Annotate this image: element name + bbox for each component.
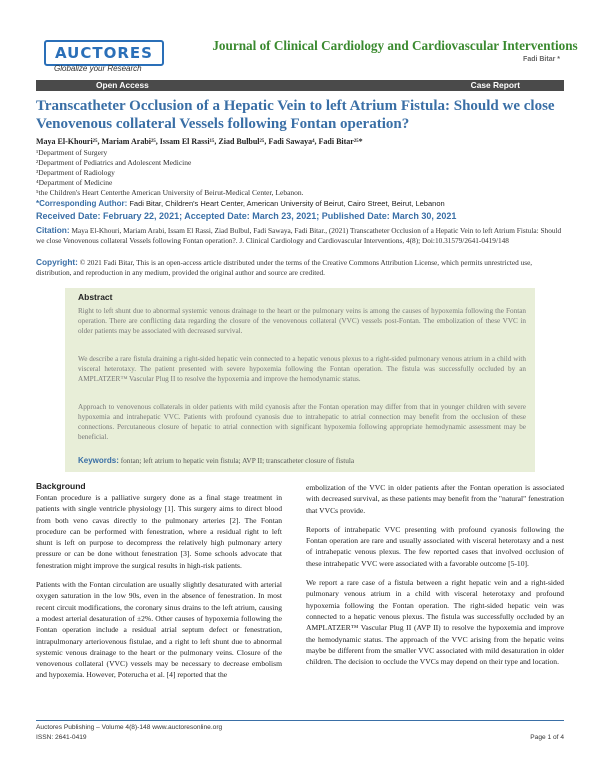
abstract-paragraph: Approach to venovenous collaterals in older patients with mild cyanosis after the Fontan operation may differ from that in younger children with severe hypoxemia and intrahepatic VVC. Patients with profound cyanosis due to intrahepatic to atrial connection may benefit from the occlusion of these connections. Percutaneous closure of hepatic to atrial connection with significant hypoxemia following appropriate hemodynamic assessment may be beneficial.	[78, 403, 526, 442]
body-paragraph: Reports of intrahepatic VVC presenting with profound cyanosis following the Fontan operation are rare and usually associated with visceral heterotaxy and a nest of intrahepatic venous plexus. The few reported cases that involved occlusion of these intrahepatic VVC were associated with a favorable outcome [5-10].	[306, 524, 564, 568]
copyright	[36, 258, 564, 277]
page-number: Page 1 of 4	[530, 734, 564, 741]
keywords-text: fontan; left atrium to hepatic vein fistula; AVP II; transcatheter closure of fistula	[118, 456, 355, 465]
logo-tagline: Globalize your Research	[54, 64, 142, 73]
logo-text: AUCTORES	[55, 44, 153, 62]
article-type-label: Case Report	[470, 80, 520, 90]
header-band	[36, 80, 564, 91]
citation	[36, 226, 564, 245]
body-column-right	[306, 482, 564, 675]
footer-issn: ISSN: 2641-0419	[36, 734, 87, 741]
affiliation: ¹Department of Surgery	[36, 148, 108, 157]
footer-divider	[36, 720, 564, 721]
abstract-paragraph: We describe a rare fistula draining a right-sided hepatic vein connected to a hepatic venous plexus to a right-sided pulmonary venous atrium in a child with visceral heterotaxy. The patient presented with severe hypoxemia following the Fontan operation. The fistula was successfully occluded by an AMPLATZER™ Vascular Plug II to resolve the hypoxemia and improve the hemodynamic status.	[78, 355, 526, 384]
corresponding-text: Fadi Bitar, Children's Heart Center, American University of Beirut, Cairo Street, Beirut, Lebanon	[127, 199, 445, 208]
copyright-text: © 2021 Fadi Bitar, This is an open-access article distributed under the terms of the Creative Commons Attribution License, which permits unrestricted use, distribution, and reproduction in any medium, provided the original author and source are credited.	[36, 258, 533, 277]
article-dates: Received Date: February 22, 2021; Accepted Date: March 23, 2021; Published Date: March 30, 2021	[36, 211, 457, 221]
affiliation: ³Department of Radiology	[36, 168, 115, 177]
journal-title: Journal of Clinical Cardiology and Cardiovascular Interventions	[212, 38, 578, 53]
abstract-heading: Abstract	[78, 292, 113, 302]
journal-logo	[44, 40, 164, 66]
background-heading: Background	[36, 481, 86, 491]
body-paragraph: We report a rare case of a fistula between a right hepatic vein and a right-sided pulmonary venous atrium in a child with visceral heterotaxy and profound hypoxemia following the Fontan operation. The right-sided hepatic vein was connected to a hepatic venous plexus. The fistula was successfully occluded by an AMPLATZER™ Vascular Plug II (AVP II) to resolve the hypoxemia and improve the hemodynamic status. The approach of the VVC arising from the hepatic veins maybe be different from the smaller VVC associated with mild desaturation in older children. The decision to occlude the VVCs may depend on their type and location.	[306, 578, 564, 667]
corresponding-label: *Corresponding Author:	[36, 199, 128, 208]
keywords-label: Keywords:	[78, 456, 119, 465]
affiliation: ⁴Department of Medicine	[36, 178, 113, 187]
open-access-label: Open Access	[96, 80, 149, 90]
body-paragraph: embolization of the VVC in older patients after the Fontan operation is associated with decreased survival, as these patients may benefit from the "natural" fenestration that VVCs provide.	[306, 483, 564, 515]
copyright-label: Copyright:	[36, 257, 78, 267]
affiliation: ⁵the Children's Heart Centerthe American University of Beirut-Medical Center, Lebanon.	[36, 188, 304, 197]
citation-text: Maya El-Khouri, Mariam Arabi, Issam El Rassi, Ziad Bulbul, Fadi Sawaya, Fadi Bitar., (2021) Transcatheter Occlusion of a Hepatic Vein to left Atrium Fistula: Should we close Venovenous collateral Vessels following Fontan operation?. J. Clinical Cardiology and Cardiovascular Interventions, 4(8); Doi:10.31579/2641-0419/148	[36, 226, 562, 245]
citation-label: Citation:	[36, 225, 70, 235]
author-list: Maya El-Khouri²⁵, Mariam Arabi²⁵, Issam El Rassi¹⁵, Ziad Bulbul²⁵, Fadi Sawaya⁴, Fadi Bitar²⁵*	[36, 137, 363, 146]
body-column-left	[36, 492, 282, 689]
keywords	[78, 456, 354, 465]
body-paragraph: Patients with the Fontan circulation are usually slightly desaturated with arterial oxygen saturation in the low 90s, even in the absence of fenestration. In most recent circuit modifications, the coronary sinus drains to the left atrium, causing a modest arterial desaturation of ±2%. Other causes of hypoxemia following the Fontan operation include a residual atrial septum defect or fenestration, intrapulmonary arteriovenous fistulae, and a right to left shunt due to abnormal systemic venous drainage to the heart or the pulmonary veins. Closure of the venovenous collateral (VVC) vessels may be necessary to decrease embolism and hypoxemia. However, Poterucha et al. [4] reported that the	[36, 580, 282, 680]
footer-publisher: Auctores Publishing – Volume 4(8)-148 www.auctoresonline.org	[36, 724, 223, 731]
body-paragraph: Fontan procedure is a palliative surgery done as a final stage treatment in patients with single ventricle physiology [1]. This surgery aims to direct blood from both veno cavas directly to the pulmonary arteries [2]. The Fontan procedure can be performed with fenestration, where a residual right to left shunt is left on purpose to decompress the relatively high pulmonary artery pressure or can be done without fenestration [3]. Some schools advocate that fenestration might improve the surgical results in high-risk patients.	[36, 493, 282, 570]
article-title: Transcatheter Occlusion of a Hepatic Vein to left Atrium Fistula: Should we close Venovenous collateral Vessels following Fontan operation?	[36, 98, 555, 132]
corresponding-author	[36, 199, 445, 208]
abstract-paragraph: Right to left shunt due to abnormal systemic venous drainage to the heart or the pulmonary veins is among the causes of hypoxemia following the Fontan operation. There are conflicting data regarding the closure of the venovenous collateral (VVC) vessels post-Fontan. The embolization of these VVC in older patients may be associated with decreased survival.	[78, 307, 526, 336]
running-author: Fadi Bitar *	[523, 56, 560, 63]
affiliation: ²Department of Pediatrics and Adolescent Medicine	[36, 158, 192, 167]
